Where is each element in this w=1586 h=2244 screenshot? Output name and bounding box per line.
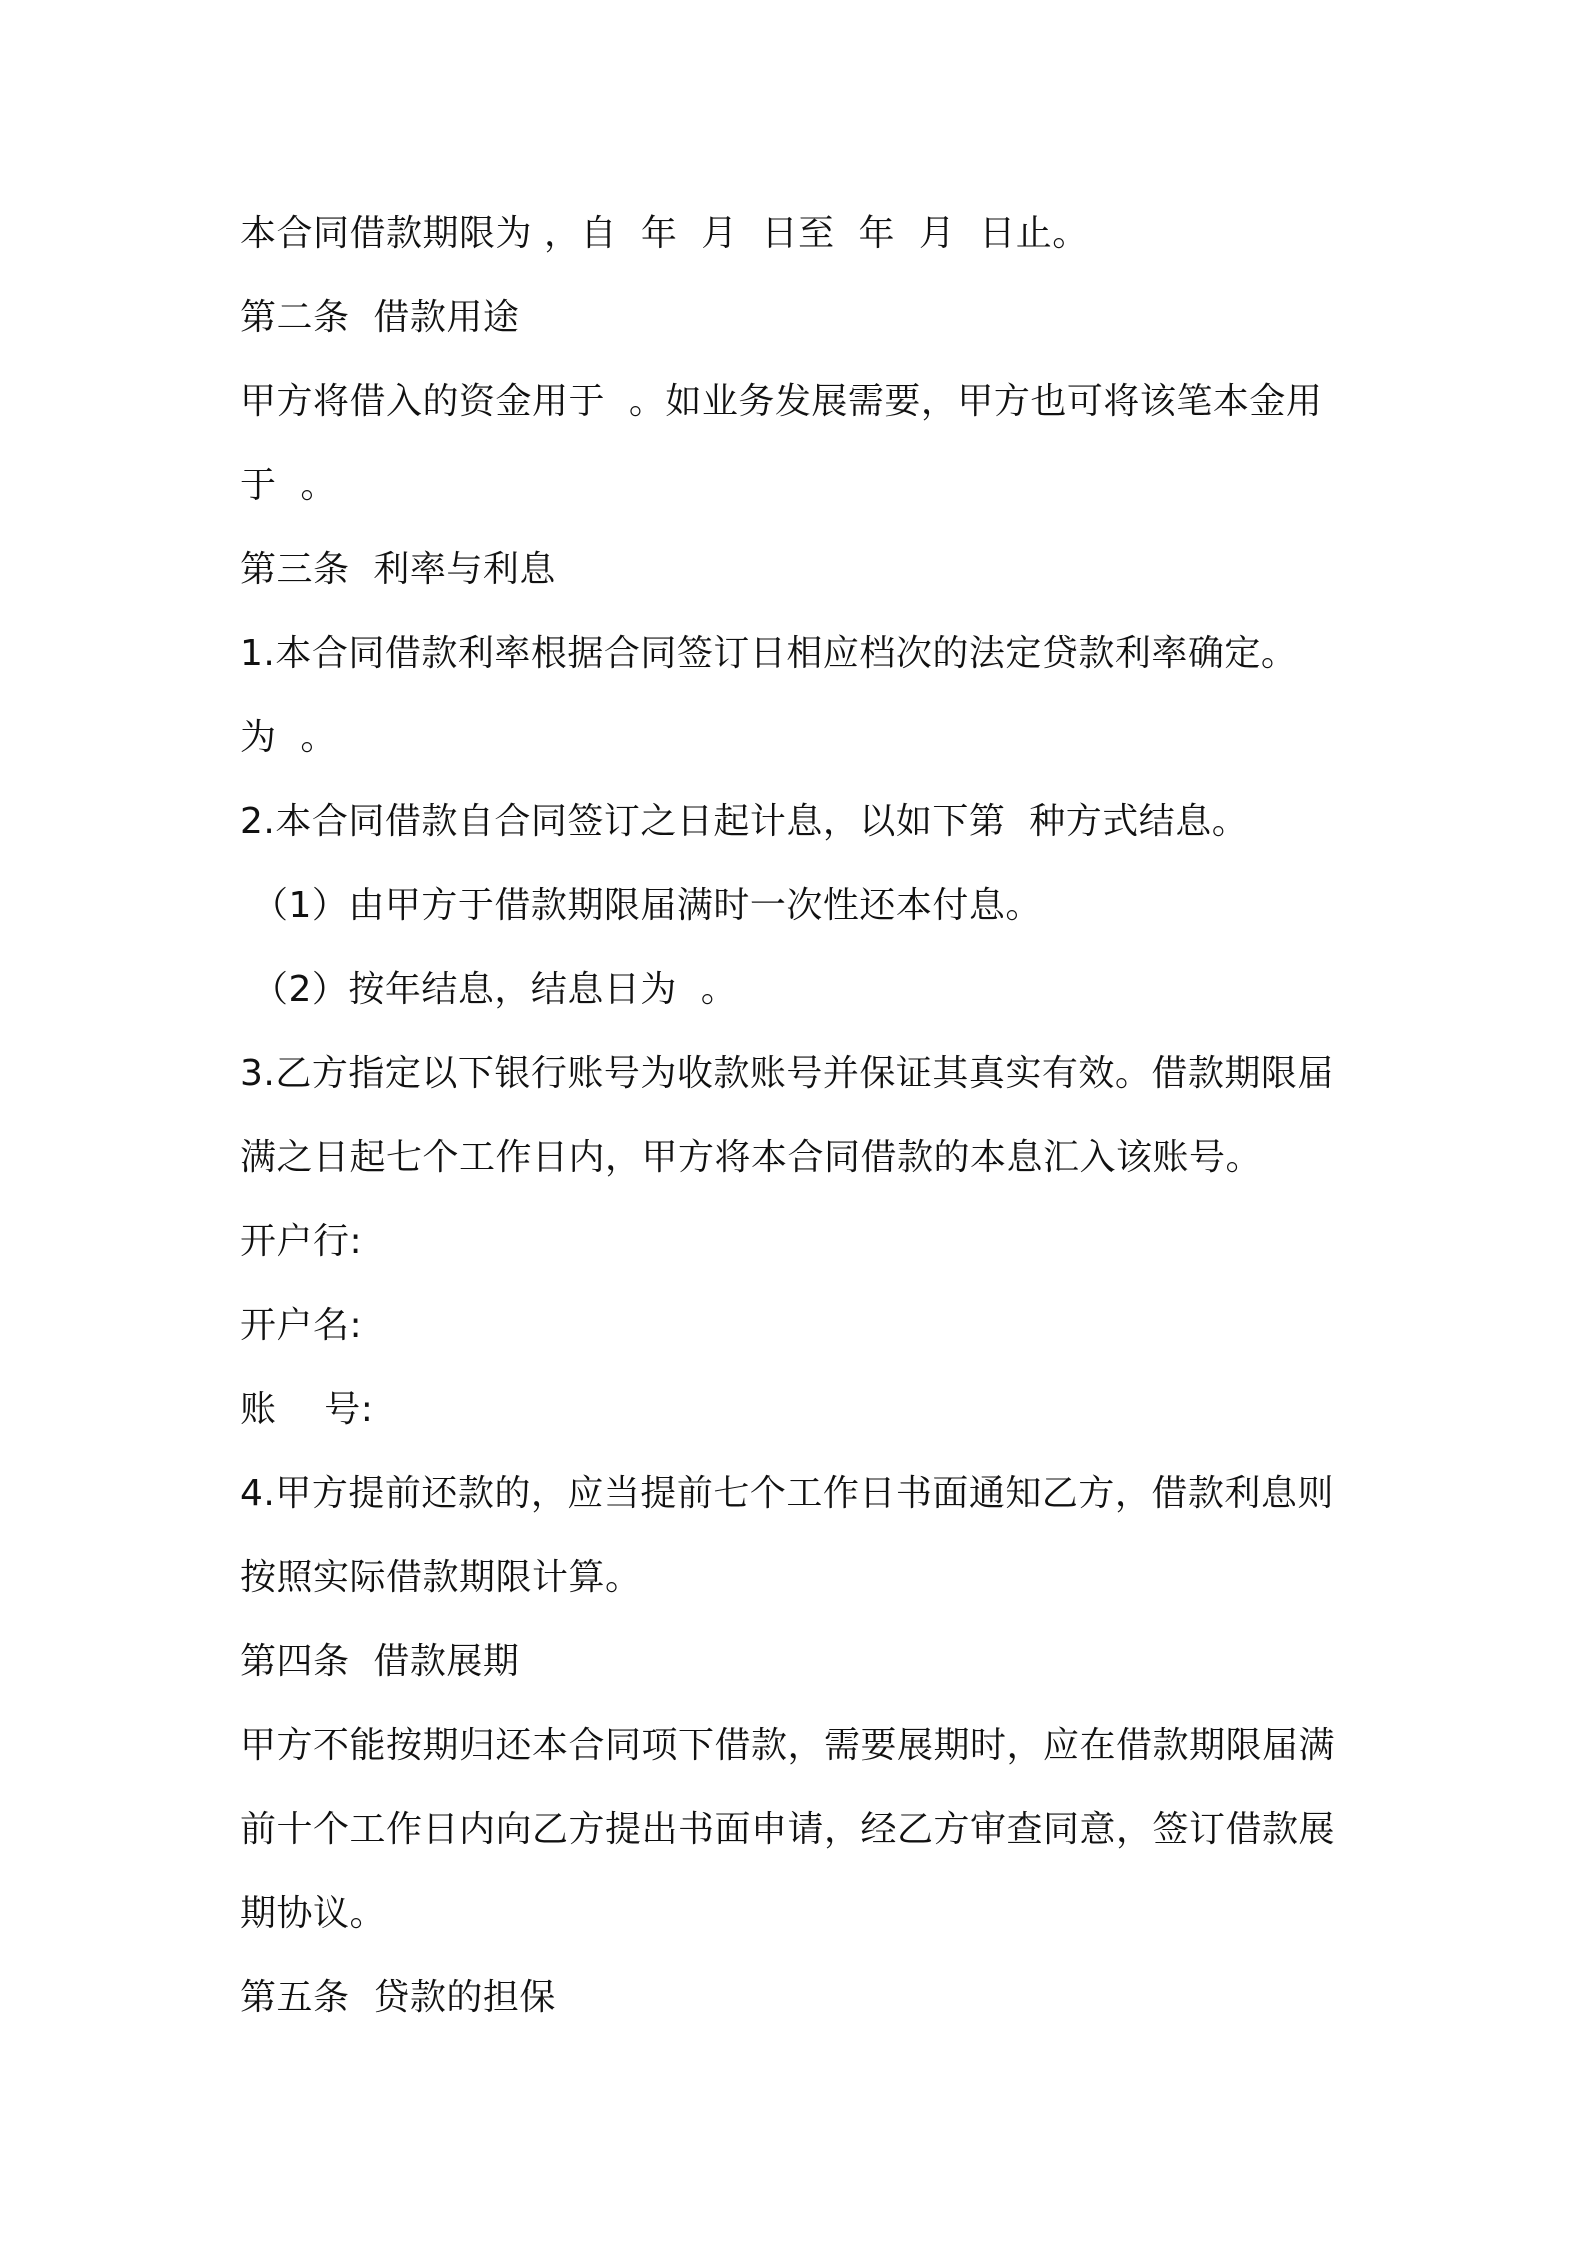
- interest-rate-line-1: 1.本合同借款利率根据合同签订日相应档次的法定贷款利率确定。: [240, 633, 1298, 674]
- loan-term-line: 本合同借款期限为 ，自 年 月 日至 年 月 日止。: [240, 213, 1089, 254]
- early-repayment-line-1: 4.甲方提前还款的，应当提前七个工作日书面通知乙方，借款利息则: [240, 1473, 1334, 1514]
- loan-purpose-line-2: 于 。: [240, 465, 337, 506]
- account-name-field: 开户名:: [240, 1305, 363, 1346]
- loan-purpose-line-1: 甲方将借入的资金用于 。如业务发展需要，甲方也可将该笔本金用: [240, 381, 1323, 422]
- early-repayment-line-2: 按照实际借款期限计算。: [240, 1557, 642, 1598]
- article-2-heading: 第二条 借款用途: [240, 297, 520, 338]
- article-4-heading: 第四条 借款展期: [240, 1641, 520, 1682]
- contract-body: [240, 192, 1360, 2040]
- account-bank-field: 开户行:: [240, 1221, 363, 1262]
- extension-line-2: 前十个工作日内向乙方提出书面申请，经乙方审查同意，签订借款展: [240, 1809, 1336, 1850]
- extension-line-3: 期协议。: [240, 1893, 387, 1934]
- article-3-heading: 第三条 利率与利息: [240, 549, 556, 590]
- account-number-field: 账 号:: [240, 1389, 374, 1430]
- interest-accrual-line: 2.本合同借款自合同签订之日起计息，以如下第 种方式结息。: [240, 801, 1249, 842]
- settlement-option-2: （2）按年结息，结息日为 。: [252, 969, 738, 1010]
- article-5-heading: 第五条 贷款的担保: [240, 1977, 556, 2018]
- extension-line-1: 甲方不能按期归还本合同项下借款，需要展期时，应在借款期限届满: [240, 1725, 1336, 1766]
- bank-account-line-1: 3.乙方指定以下银行账号为收款账号并保证其真实有效。借款期限届: [240, 1053, 1334, 1094]
- bank-account-line-2: 满之日起七个工作日内，甲方将本合同借款的本息汇入该账号。: [240, 1137, 1263, 1178]
- interest-rate-line-2: 为 。: [240, 717, 337, 758]
- settlement-option-1: （1）由甲方于借款期限届满时一次性还本付息。: [252, 885, 1042, 926]
